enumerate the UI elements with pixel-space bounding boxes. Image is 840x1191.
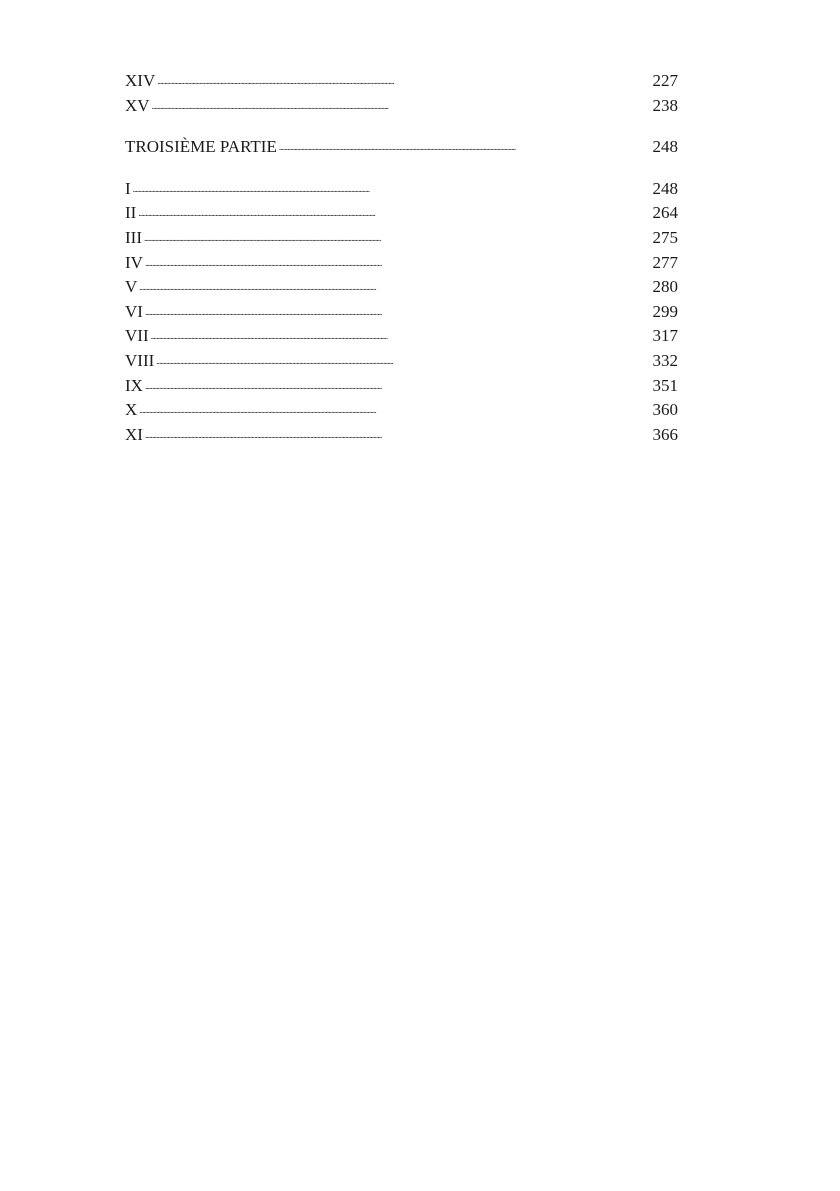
toc-entry-page: 248	[652, 178, 678, 198]
toc-entry-page: 227	[652, 71, 678, 90]
toc-entry-vii[interactable]	[125, 324, 678, 349]
toc-entry-i[interactable]	[125, 177, 678, 202]
dot-leader	[279, 135, 649, 152]
toc-entry-label: VI	[125, 301, 143, 321]
toc-entry-page: 275	[652, 227, 678, 247]
toc-part-label: TROISIÈME PARTIE	[125, 137, 277, 157]
toc-entry-label: III	[125, 227, 142, 247]
toc-entry-label: IV	[125, 252, 143, 272]
toc-entry-label: IX	[125, 375, 143, 395]
toc-entry-page: 317	[652, 326, 678, 346]
toc-entry-label: XIV	[125, 71, 156, 90]
dot-leader	[151, 324, 649, 341]
toc-entry-page: 280	[652, 277, 678, 297]
toc-entry-page: 277	[652, 252, 678, 272]
toc-entry-label: VIII	[125, 350, 155, 370]
toc-entry-label: XI	[125, 424, 143, 444]
toc-entry-x[interactable]	[125, 398, 678, 423]
dot-leader	[145, 374, 649, 391]
dot-leader	[133, 177, 649, 194]
dot-leader	[138, 201, 648, 218]
dot-leader	[156, 349, 648, 366]
toc-entry-page: 360	[652, 400, 678, 420]
dot-leader	[139, 275, 648, 292]
toc-entry-page: 351	[652, 375, 678, 395]
toc-entry-xiv[interactable]	[125, 69, 678, 94]
table-of-contents	[125, 69, 678, 447]
toc-entry-label: V	[125, 277, 138, 297]
toc-entry-vi[interactable]	[125, 300, 678, 325]
toc-part-page: 248	[652, 137, 678, 157]
dot-leader	[144, 226, 649, 243]
toc-entry-viii[interactable]	[125, 349, 678, 374]
dot-leader	[152, 94, 649, 111]
toc-entry-label: X	[125, 400, 138, 420]
toc-entry-ix[interactable]	[125, 374, 678, 399]
toc-entry-iv[interactable]	[125, 251, 678, 276]
dot-leader	[139, 398, 648, 415]
dot-leader	[145, 300, 649, 317]
toc-entry-ii[interactable]	[125, 201, 678, 226]
toc-entry-page: 264	[652, 203, 678, 223]
toc-entry-label: I	[125, 178, 131, 198]
toc-entry-xv[interactable]	[125, 94, 678, 119]
toc-entry-xi[interactable]	[125, 423, 678, 448]
toc-entry-label: II	[125, 203, 137, 223]
dot-leader	[157, 69, 648, 86]
toc-entry-page: 366	[652, 424, 678, 444]
toc-entry-v[interactable]	[125, 275, 678, 300]
dot-leader	[145, 423, 649, 440]
toc-entry-page: 238	[652, 95, 678, 115]
toc-part-heading[interactable]	[125, 135, 678, 160]
toc-entry-page: 332	[652, 350, 678, 370]
toc-entry-label: VII	[125, 326, 149, 346]
toc-entry-label: XV	[125, 95, 150, 115]
toc-entry-iii[interactable]	[125, 226, 678, 251]
toc-entry-page: 299	[652, 301, 678, 321]
dot-leader	[145, 251, 649, 268]
